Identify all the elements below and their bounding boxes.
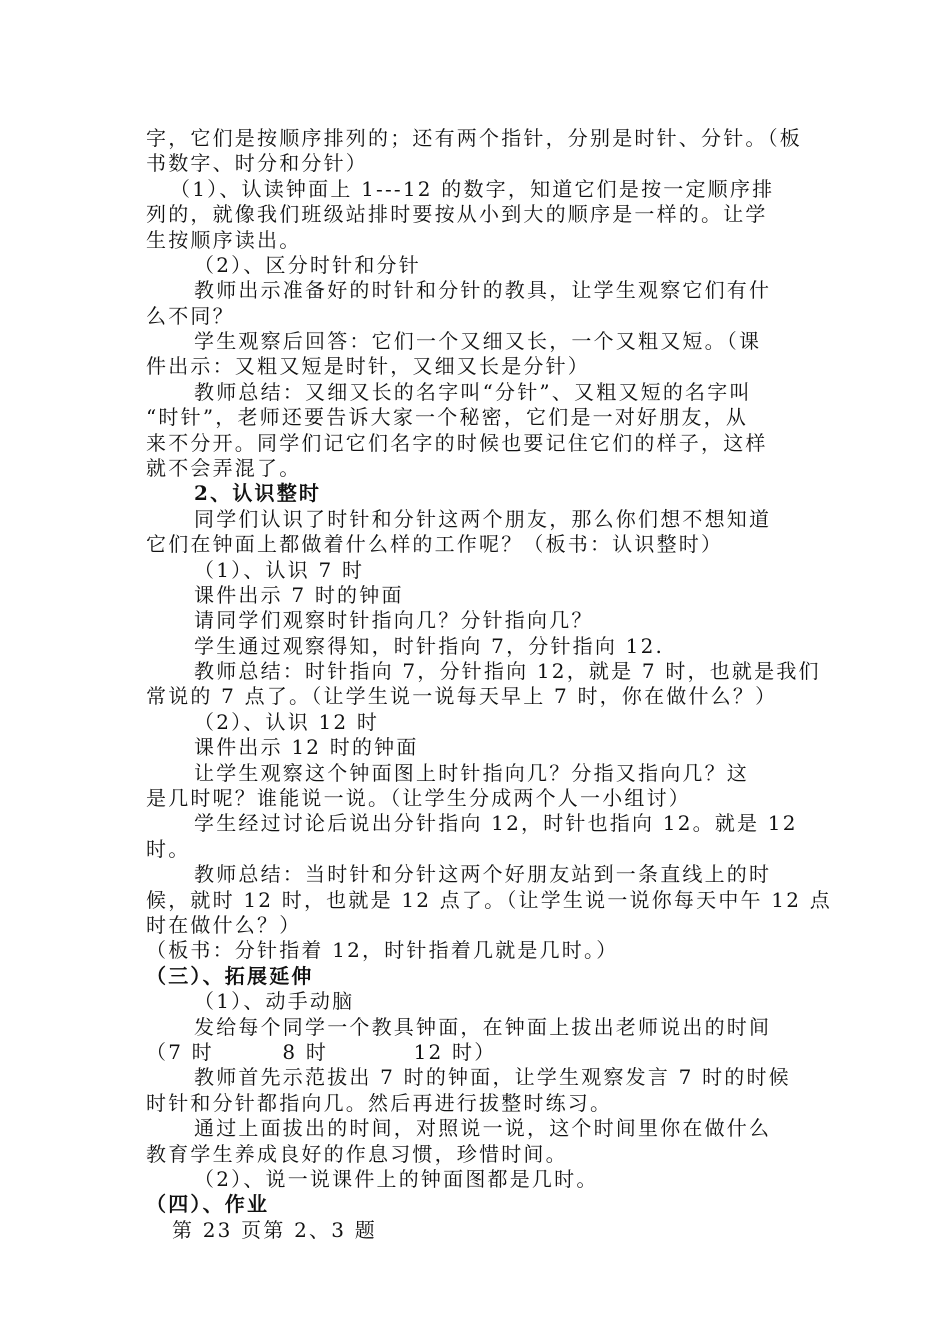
section-heading: 2、认识整时 [194,481,322,505]
subheading: （1）、认识 7 时 [194,558,365,582]
text-line: 发给每个同学一个教具钟面，在钟面上拔出老师说出的时间 [194,1015,772,1039]
text-line: 生按顺序读出。 [146,228,302,252]
text-line: 时针和分针都指向几。然后再进行拔整时练习。 [146,1091,613,1115]
subheading: （2）、认识 12 时 [194,710,380,734]
text-line: 教师总结：当时针和分针这两个好朋友站到一条直线上的时 [194,862,772,886]
text-line: 常说的 7 点了。（让学生说一说每天早上 7 时，你在做什么？） [146,684,778,708]
text-line: 学生观察后回答：它们一个又细又长，一个又粗又短。（课 [194,329,762,353]
text-line: 候，就时 12 时，也就是 12 点了。（让学生说一说你每天中午 12 点 [146,888,832,912]
text-line: （1）、认读钟面上 1---12 的数字，知道它们是按一定顺序排 [170,177,775,201]
text-line: “时针”，老师还要告诉大家一个秘密，它们是一对好朋友，从 [146,405,749,429]
text-line: 书数字、时分和分针） [146,151,368,175]
text-line: 教师首先示范拔出 7 时的钟面，让学生观察发言 7 时的时候 [194,1065,791,1089]
text-line: 它们在钟面上都做着什么样的工作呢？（板书：认识整时） [146,532,724,556]
text-line: 时在做什么？） [146,913,302,937]
text-line: 来不分开。同学们记它们名字的时候也要记住它们的样子，这样 [146,431,768,455]
text-line: 字，它们是按顺序排列的；还有两个指针，分别是时针、分针。（板 [146,126,802,150]
text-line: 时。 [146,837,191,861]
section-heading: （四）、作业 [146,1192,270,1216]
text-line: 教师总结：时针指向 7，分针指向 12，就是 7 时，也就是我们 [194,659,821,683]
text-line: 请同学们观察时针指向几？分针指向几？ [194,608,594,632]
text-line: 通过上面拔出的时间，对照说一说，这个时间里你在做什么 [194,1116,772,1140]
section-heading: （三）、拓展延伸 [146,964,314,988]
text-line: 教师总结：又细又长的名字叫“分针”、又粗又短的名字叫 [194,380,752,404]
text-line: 学生经过讨论后说出分针指向 12，时针也指向 12。就是 12 [194,811,798,835]
text-line: 课件出示 7 时的钟面 [194,583,404,607]
text-line: 让学生观察这个钟面图上时针指向几？分指又指向几？这 [194,761,749,785]
text-line: （板书：分针指着 12，时针指着几就是几时。） [146,938,619,962]
subheading: （2）、说一说课件上的钟面图都是几时。 [194,1167,599,1191]
text-line: 是几时呢？谁能说一说。（让学生分成两个人一小组讨） [146,786,691,810]
text-line: 列的，就像我们班级站排时要按从小到大的顺序是一样的。让学 [146,202,768,226]
text-line: 么不同？ [146,304,235,328]
subheading: （2）、区分时针和分针 [194,253,421,277]
text-line: 件出示：又粗又短是时针，又细又长是分针） [146,354,590,378]
text-line: 课件出示 12 时的钟面 [194,735,419,759]
text-line: 就不会弄混了。 [146,456,302,480]
text-line: 教师出示准备好的时针和分针的教具，让学生观察它们有什 [194,278,772,302]
subheading: （1）、动手动脑 [194,989,355,1013]
text-line: 第 23 页第 2、3 题 [172,1218,377,1242]
text-line: 教育学生养成良好的作息习惯，珍惜时间。 [146,1142,568,1166]
text-line: 同学们认识了时针和分针这两个朋友，那么你们想不想知道 [194,507,772,531]
text-line: 学生通过观察得知，时针指向 7，分针指向 12. [194,634,665,658]
text-line: （7 时 8 时 12 时） [146,1040,497,1064]
